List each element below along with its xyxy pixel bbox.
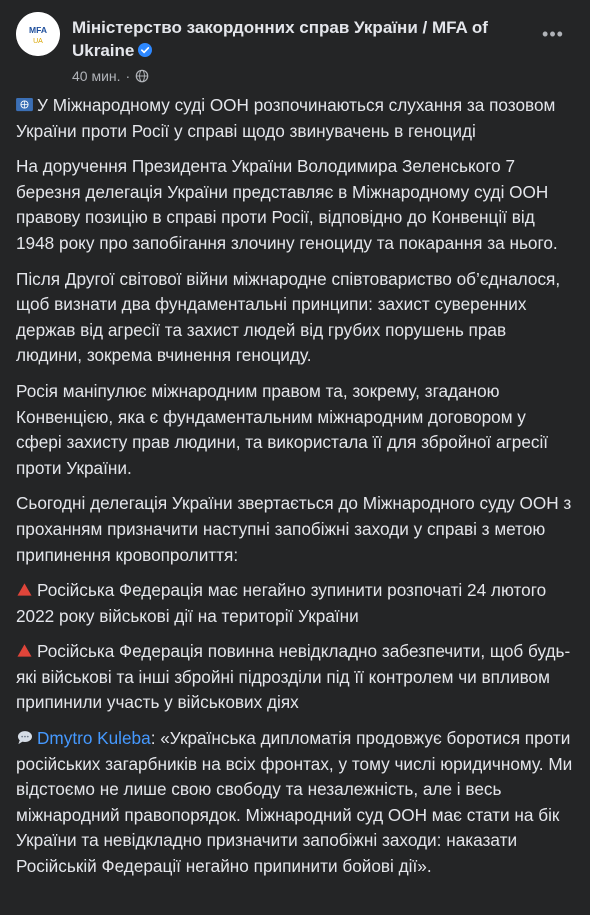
avatar-text-top: MFA <box>29 25 47 35</box>
post-body <box>16 93 576 890</box>
page-avatar[interactable] <box>16 12 60 56</box>
post-paragraph <box>16 379 576 481</box>
post-paragraph <box>16 639 576 716</box>
verified-badge-icon <box>138 43 152 57</box>
quote-paragraph <box>16 726 576 880</box>
post-meta <box>72 65 149 85</box>
paragraph-text: Сьогодні делегація України звертається до Міжнародного суду ООН з проханням призначити наступні запобіжні заходи у справі з метою припинення кровопролиття: <box>16 493 572 565</box>
paragraph-text: Російська Федерація повинна невідкладно забезпечити, щоб будь-які військові та інші збройні підрозділи під її контролем чи впливом припинили участь у військових діях <box>16 641 571 713</box>
mfa-logo-icon <box>16 12 60 56</box>
paragraph-text: Російська Федерація має негайно зупинити розпочаті 24 лютого 2022 року військові дії на території України <box>16 580 547 626</box>
paragraph-text: На доручення Президента України Володимира Зеленського 7 березня делегація України представляє в Міжнародному суді ООН правову позицію в справі проти Росії, відповідно до Конвенції від 1948 року про запобігання злочину геноциду та покарання за нього. <box>16 156 558 253</box>
post-paragraph <box>16 578 576 629</box>
page-name-line <box>72 16 542 62</box>
more-options-icon[interactable]: ••• <box>542 24 564 44</box>
speech-bubble-emoji <box>16 730 33 745</box>
un-flag-emoji <box>16 97 33 112</box>
post-timestamp[interactable]: 40 мин. <box>72 68 121 85</box>
page-name-link[interactable]: Міністерство закордонних справ України / MFA of Ukraine <box>72 18 488 60</box>
red-triangle-emoji <box>16 643 33 658</box>
paragraph-text: Росія маніпулює міжнародним правом та, зокрему, згаданою Конвенцією, яка є фундаментальним міжнародним договором у сфері захисту прав людини, та використала її для збройної агресії проти України. <box>16 380 549 478</box>
post-paragraph <box>16 154 576 256</box>
quote-text: : «Українська дипломатія продовжує боротися проти російських загарбників на всіх фронтах, у тому числі юридичному. Ми відстоємо не лише свою свободу та незалежність, але і весь міжнародний правопорядок. Міжнародний суд ООН має стати на бік України та невідкладно призначити запобіжні заходи: наказати Російській Федерації негайно припинити бойові дії». <box>16 728 573 877</box>
red-triangle-emoji <box>16 582 33 597</box>
meta-separator: · <box>125 68 131 85</box>
paragraph-text: У Міжнародному суді ООН розпочинаються слухання за позовом України проти Росії у справі щодо звинувачень в геноциді <box>16 95 556 141</box>
post-paragraph <box>16 491 576 568</box>
avatar-text-bottom: UA <box>33 38 43 45</box>
post-paragraph <box>16 267 576 369</box>
post-paragraph <box>16 93 576 144</box>
post-header <box>16 12 574 88</box>
globe-icon[interactable] <box>135 69 149 83</box>
mention-link[interactable]: Dmytro Kuleba <box>37 728 151 749</box>
paragraph-text: Після Другої світової війни міжнародне співтовариство об’єдналося, щоб визнати два фундаментальні принципи: захист суверенних держав від агресії та захист людей від грубих порушень прав людини, зокрема вчинення геноциду. <box>16 268 561 366</box>
